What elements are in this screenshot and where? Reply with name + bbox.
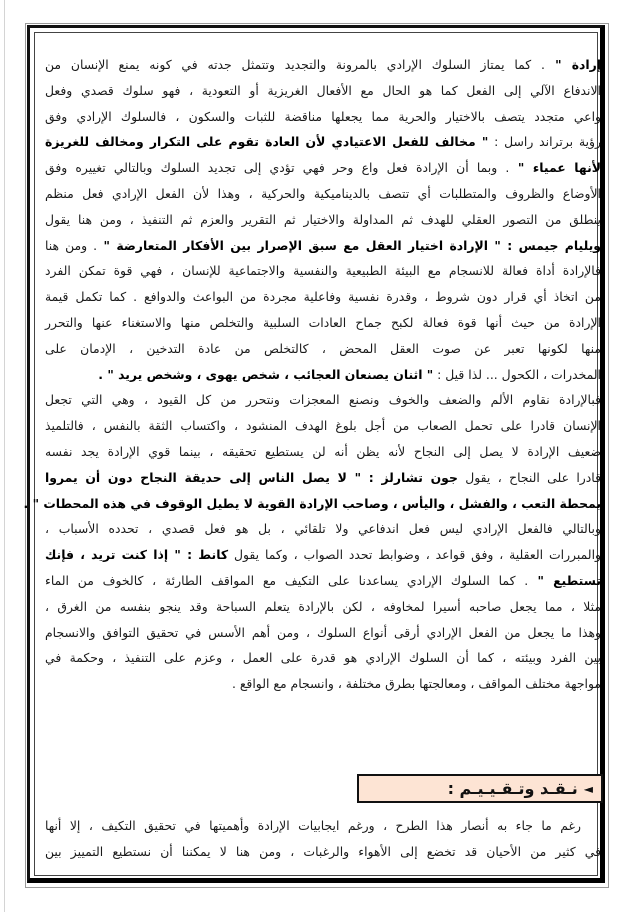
text-segment: . كما السلوك الإرادي يساعدنا على التكيف مع المواقف الطارئة ، كالخوف من الماء [45,572,529,588]
text-line [45,813,601,839]
critique-body [45,813,601,865]
text-segment: ينطلق من التصور العقلي للهدف ثم المداولة والاختيار ثم التقرير والعزم ثم التنفيذ ، ومن هنا يقول [45,211,601,227]
text-line [45,362,601,388]
text-segment: . كما يمتاز السلوك الإرادي بالمرونة والتجديد وتتمثل جدته في كونه يمنع الإنسان من [45,57,545,72]
bold-text-segment: جون تشارلز : " لا يصل الناس إلى حديقة النجاح دون أن يمروا [45,469,458,485]
bold-text-segment: تستطيع " [528,572,601,588]
bold-text-segment: " اثنان يصنعان العجائب ، شخص يهوى ، وشخص يريد " . [98,366,434,382]
text-line [45,568,601,594]
text-segment: مواجهة مختلف المواقف ، ومعالجتها بطرق مختلفة ، وانسجام مع الواقع . [231,676,601,692]
text-segment: وهذا ما يجعل من الفعل الإرادي أرقى أنواع السلوك ، ومن أهم الأسس في تحقيق التوافق والانسجام [45,624,601,640]
text-segment: الاندفاع الآلي إلى الفعل كما هو الحال مع الأفعال الغريزية أو التعودية ، فهو سلوك قصدي وفعل [45,82,601,98]
bold-text-segment: بمحطة التعب ، والفشل ، واليأس ، وصاحب الإرادة القوية لا يطيل الوقوف في هذه المحطات " . [23,495,601,511]
text-segment: . ومن هنا [45,237,98,253]
text-line [45,233,601,259]
text-line [45,207,601,233]
text-segment: ضعيف الإرادة لا يصل إلى النجاح لأنه يظن أنه لن يستطيع تحقيقه ، بينما قوي الإرادة يجد نفسه [45,443,601,459]
text-segment: الأوضاع والظروف والمتطلبات أي تتصف بالديناميكية والحركية ، وهذا لأن الفعل الإرادي فعل منظم [45,185,601,201]
text-segment: واعي متجدد يتصف بالاختيار والحرية مما يجعلها مناقضة للثبات والسكون ، فالسلوك الإرادي وفق [45,108,601,124]
text-segment: فبالإرادة نقاوم الألم والضعف والخوف ونصنع المعجزات ونتحرر من كل القيود ، وهي التي تجعل [45,392,601,408]
text-line [45,671,601,697]
text-segment: من اتخاذ أي قرار دون شروط ، وقدرة نفسية وفاعلية مجردة من البواعث والدوافع . كما تكمل قيمة [45,289,601,305]
text-line [45,336,601,362]
text-line [45,387,601,413]
text-segment: قادرا على النجاح ، يقول [457,469,601,485]
text-segment: . وبما أن الإرادة فعل واع وحر فهي تؤدي إلى تجديد السلوك وبالتالي تغييره وفق [45,160,510,176]
text-line [45,645,601,671]
text-segment: فالإرادة أداة فعالة للانسجام مع البيئة الطبيعية والنفسية والاجتماعية للإنسان ، فهي قوة تمكن الفرد [45,263,601,279]
text-line [45,413,601,439]
text-segment: الإرادة من حيث أنها قوة فعالة لكبح جماح العادات السلبية والتخلص منها والاستغناء عنها والتحرر [45,314,601,330]
bold-text-segment: " مخالف للفعل الاعتيادي لأن العادة تقوم على التكرار ومخالف للغريزة [45,134,489,150]
text-line [45,284,601,310]
text-segment: رغم ما جاء به أنصار هذا الطرح ، ورغم ايجابيات الإرادة وأهميتها في تحقيق التكيف ، إلا أنها [45,818,581,833]
bold-text-segment: لأنها عمياء " [509,160,601,176]
text-line [45,542,601,568]
text-line [45,839,601,865]
text-line [45,594,601,620]
text-segment: منها لكونها تعبر عن صوت العقل المحض ، كالتخلص من عادة التدخين ، الإدمان على [45,340,601,356]
text-segment: الإنسان قادرا على تحمل الصعاب من أجل بلوغ الهدف المنشود ، واكتساب الثقة بالنفس ، فالتلميذ [45,418,601,434]
section-heading-critique [357,774,603,803]
bold-text-segment: ويليام جيمس : " الإرادة اختيار العقل مع سبق الإصرار بين الأفكار المتعارضة " [97,237,601,253]
document-body [23,52,601,697]
text-line [45,129,601,155]
bold-text-segment: كانط : " إذا كنت تريد ، فإنك [45,547,229,563]
text-line [45,439,601,465]
bold-text-segment: إرادة " [544,57,601,72]
text-line [45,155,601,181]
text-segment: في كثير من الأحيان قد تخضع إلى الأهواء والرغبات ، ومن هنا لا يمكننا أن نستطيع التمييز بين [45,843,601,859]
text-segment: بين الفرد وبيئته ، كما أن السلوك الإرادي هو قدرة على العمل ، وعزم على التنفيذ ، وحكمة في [45,650,601,666]
text-line [45,78,601,104]
text-line [45,258,601,284]
text-line [23,491,601,517]
text-line [45,52,601,78]
text-segment: رؤية برتراند راسل : [488,134,601,150]
text-segment: والمبررات العقلية ، وفق قواعد ، وضوابط تحدد الصواب ، وكما يقول [228,547,601,563]
text-line [45,181,601,207]
section-heading-title: نـقـد وتـقـيـيـم : [447,779,578,798]
text-line [45,310,601,336]
page-edge-line [4,0,5,912]
text-line [45,465,601,491]
text-segment: المخدرات ، الكحول ... لذا قيل : [433,366,601,382]
text-segment: وبالتالي فالفعل الإرادي ليس فعل اندفاعي ولا تلقائي ، بل هو فعل قصدي ، تحدده الأسباب ، [45,521,601,537]
text-line [45,516,601,542]
text-segment: مثلا ، مما يجعل صاحبه أسيرا لمخاوفه ، لكن بالإرادة يتعلم السباحة وقد ينجو بنفسه من الغرق ، [45,598,601,614]
arrow-left-icon: ◄ [583,781,593,796]
text-line [45,620,601,646]
text-line [45,104,601,130]
